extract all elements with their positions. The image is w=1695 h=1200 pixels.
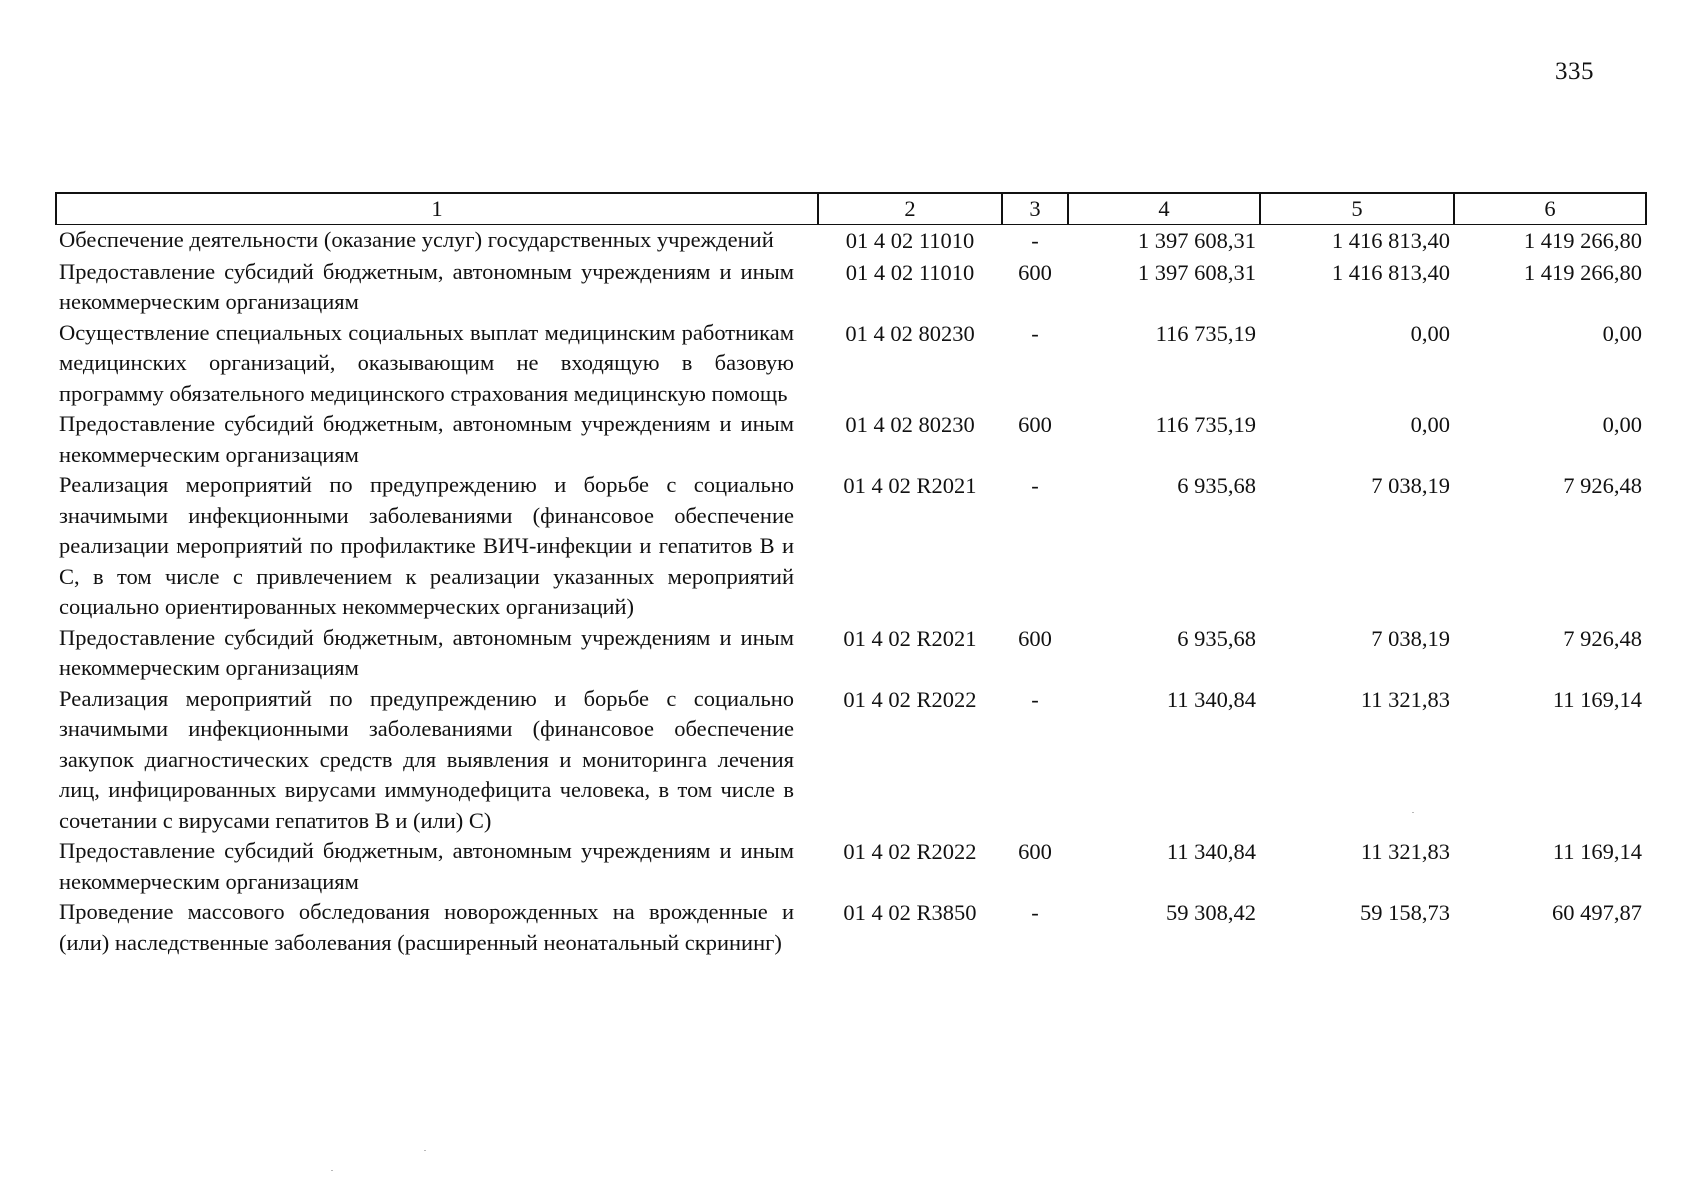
row-code: 01 4 02 80230 <box>845 320 975 346</box>
table-row <box>56 257 1646 318</box>
row-code: 01 4 02 R2022 <box>843 839 977 864</box>
row-code: 01 4 02 R2021 <box>843 625 977 651</box>
header-cell-1: 1 <box>56 193 818 225</box>
row-code: 01 4 02 11010 <box>845 259 975 285</box>
table-row <box>56 225 1646 257</box>
table-row <box>56 409 1646 470</box>
table-row <box>56 470 1646 623</box>
budget-table <box>55 192 1647 958</box>
row-value-4: 11 340,84 <box>1166 839 1256 864</box>
row-expense-type: 600 <box>1018 625 1052 651</box>
row-value-6: 7 926,48 <box>1563 473 1642 498</box>
row-name: Реализация мероприятий по предупреждению и борьбе с социально значимыми инфекционными заболеваниями (финансовое обеспечение реализации мероприятий по профилактике ВИЧ-инфекции и гепатитов В и С, в том числе с привлечением к реализации указанных мероприятий социально ориентированных некоммерческих организаций) <box>59 472 794 619</box>
row-code: 01 4 02 R3850 <box>843 900 977 925</box>
row-value-4: 59 308,42 <box>1166 900 1256 925</box>
page-number: 335 <box>1555 58 1594 85</box>
scan-speck <box>331 1170 333 1171</box>
row-name: Предоставление субсидий бюджетным, автономным учреждениям и иным некоммерческим организациям <box>59 624 794 680</box>
row-expense-type: - <box>1031 228 1039 253</box>
row-expense-type: - <box>1031 320 1039 346</box>
row-value-6: 0,00 <box>1602 412 1642 437</box>
row-value-6: 11 169,14 <box>1552 686 1642 712</box>
row-name: Реализация мероприятий по предупреждению и борьбе с социально значимыми инфекционными заболеваниями (финансовое обеспечение закупок диагностических средств для выявления и мониторинга лечения лиц, инфицированных вирусами иммунодефицита человека, в том числе в сочетании с вирусами гепатитов В и (или) С) <box>59 685 794 833</box>
row-value-4: 1 397 608,31 <box>1137 259 1256 285</box>
row-value-4: 116 735,19 <box>1155 320 1256 346</box>
header-cell-5: 5 <box>1260 193 1454 225</box>
row-value-4: 6 935,68 <box>1177 625 1256 651</box>
table-body <box>56 225 1646 959</box>
row-value-6: 60 497,87 <box>1552 900 1642 925</box>
row-name: Обеспечение деятельности (оказание услуг) государственных учреждений <box>59 227 774 252</box>
table-row <box>56 897 1646 958</box>
row-name: Осуществление специальных социальных выплат медицинским работникам медицинских организаций, оказывающим не входящую в базовую программу обязательного медицинского страхования медицинскую помощь <box>59 319 794 406</box>
row-value-5: 59 158,73 <box>1360 900 1450 925</box>
row-value-5: 1 416 813,40 <box>1331 259 1450 285</box>
row-value-4: 6 935,68 <box>1177 473 1256 498</box>
row-name: Проведение массового обследования новорожденных на врожденные и (или) наследственные заболевания (расширенный неонатальный скрининг) <box>59 899 794 955</box>
row-value-6: 1 419 266,80 <box>1523 228 1642 253</box>
row-code: 01 4 02 R2021 <box>843 473 977 498</box>
scan-speck <box>424 1150 426 1151</box>
row-name: Предоставление субсидий бюджетным, автономным учреждениям и иным некоммерческим организациям <box>59 411 794 467</box>
row-name: Предоставление субсидий бюджетным, автономным учреждениям и иным некоммерческим организациям <box>59 258 794 314</box>
row-value-5: 7 038,19 <box>1371 473 1450 498</box>
row-value-5: 11 321,83 <box>1360 686 1450 712</box>
header-cell-4: 4 <box>1068 193 1260 225</box>
row-value-5: 1 416 813,40 <box>1331 228 1450 253</box>
header-row <box>56 193 1646 225</box>
table-row <box>56 623 1646 684</box>
row-value-5: 0,00 <box>1410 320 1450 346</box>
row-code: 01 4 02 11010 <box>845 228 975 253</box>
row-value-5: 0,00 <box>1410 412 1450 437</box>
row-value-6: 11 169,14 <box>1552 839 1642 864</box>
row-name: Предоставление субсидий бюджетным, автономным учреждениям и иным некоммерческим организациям <box>59 838 794 894</box>
row-value-4: 11 340,84 <box>1166 686 1256 712</box>
row-expense-type: - <box>1031 473 1039 498</box>
row-value-4: 1 397 608,31 <box>1137 228 1256 253</box>
header-cell-3: 3 <box>1002 193 1068 225</box>
row-expense-type: 600 <box>1018 259 1052 285</box>
row-value-4: 116 735,19 <box>1155 412 1256 437</box>
header-cell-2: 2 <box>818 193 1002 225</box>
row-value-5: 7 038,19 <box>1371 625 1450 651</box>
scan-speck <box>1412 812 1414 813</box>
row-code: 01 4 02 R2022 <box>843 686 977 712</box>
row-value-6: 1 419 266,80 <box>1523 259 1642 285</box>
table-row <box>56 318 1646 410</box>
header-cell-6: 6 <box>1454 193 1646 225</box>
row-expense-type: 600 <box>1018 412 1052 437</box>
row-expense-type: - <box>1031 686 1039 712</box>
row-expense-type: 600 <box>1018 839 1052 864</box>
table-header <box>56 193 1646 225</box>
row-code: 01 4 02 80230 <box>845 412 975 437</box>
row-expense-type: - <box>1031 900 1039 925</box>
table-row <box>56 684 1646 837</box>
row-value-6: 7 926,48 <box>1563 625 1642 651</box>
row-value-6: 0,00 <box>1602 320 1642 346</box>
row-value-5: 11 321,83 <box>1360 839 1450 864</box>
table-row <box>56 836 1646 897</box>
